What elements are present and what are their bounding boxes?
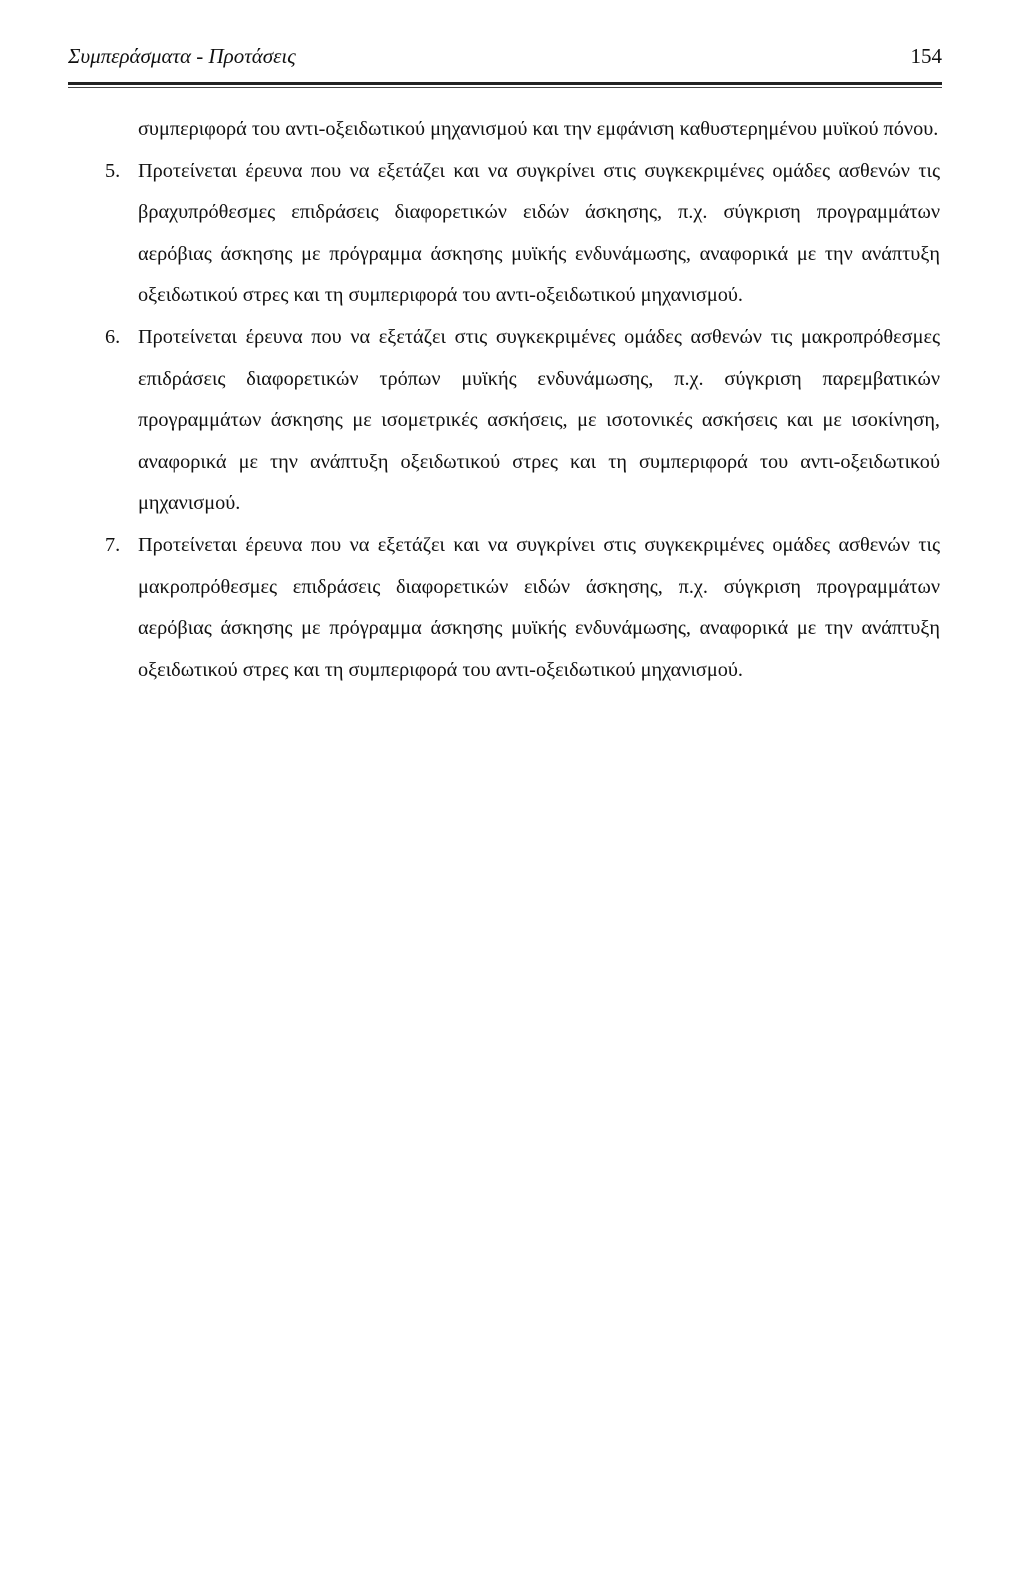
header-rule-thin xyxy=(68,87,942,88)
list-item-text: Προτείνεται έρευνα που να εξετάζει στις συγκεκριμένες ομάδες ασθενών τις μακροπρόθεσμες επιδράσεις διαφορετικών τρόπων μυϊκής ενδυνάμωσης, π.χ. σύγκριση παρεμβατικών προγραμμάτων άσκησης με ισομετρικές ασκήσεις, με ισοτονικές ασκήσεις και με ισοκίνηση, αναφορικά με την ανάπτυξη οξειδωτικού στρες και τη συμπεριφορά του αντι-οξειδωτικού μηχανισμού. xyxy=(138,325,940,515)
chapter-title: Συμπεράσματα - Προτάσεις xyxy=(68,44,296,68)
continuation-paragraph: συμπεριφορά του αντι-οξειδωτικού μηχανισμού και την εμφάνιση καθυστερημένου μυϊκού πόνου. xyxy=(138,118,939,140)
list-item-6 xyxy=(105,317,940,525)
list-item-text: Προτείνεται έρευνα που να εξετάζει και να συγκρίνει στις συγκεκριμένες ομάδες ασθενών τις βραχυπρόθεσμες επιδράσεις διαφορετικών ειδών άσκησης, π.χ. σύγκριση προγραμμάτων αερόβιας άσκησης με πρόγραμμα άσκησης μυϊκής ενδυνάμωσης, αναφορικά με την ανάπτυξη οξειδωτικού στρες και τη συμπεριφορά του αντι-οξειδωτικού μηχανισμού. xyxy=(138,159,940,307)
header-rule xyxy=(68,82,942,85)
list-item-number: 6. xyxy=(105,325,121,348)
list-item-5 xyxy=(105,151,940,317)
list-item-number: 5. xyxy=(105,159,121,182)
body-text xyxy=(105,109,940,691)
list-item-number: 7. xyxy=(105,533,121,556)
list-item-7 xyxy=(105,525,940,691)
running-header xyxy=(68,42,942,76)
list-item-text: Προτείνεται έρευνα που να εξετάζει και να συγκρίνει στις συγκεκριμένες ομάδες ασθενών τις μακροπρόθεσμες επιδράσεις διαφορετικών ειδών άσκησης, π.χ. σύγκριση προγραμμάτων αερόβιας άσκησης με πρόγραμμα άσκησης μυϊκής ενδυνάμωσης, αναφορικά με την ανάπτυξη οξειδωτικού στρες και τη συμπεριφορά του αντι-οξειδωτικού μηχανισμού. xyxy=(138,533,940,681)
page-number: 154 xyxy=(910,44,942,68)
